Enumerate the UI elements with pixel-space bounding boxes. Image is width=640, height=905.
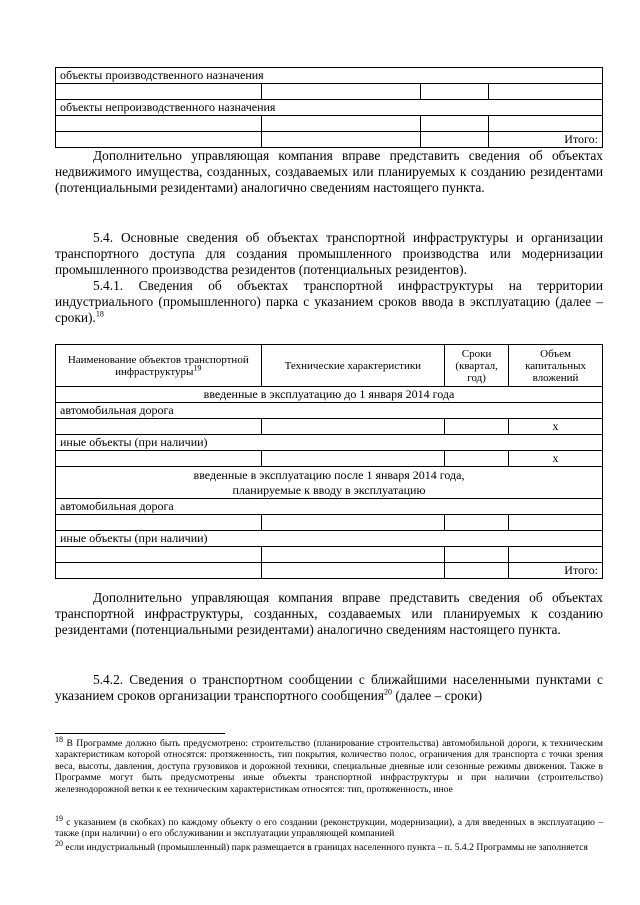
transport-infrastructure-table (55, 344, 603, 579)
header-terms: Сроки (квартал, год) (445, 345, 509, 387)
footnote-20: $^{20}$ если индустриальный (промышленный) парк размещается в границах населенного пункта – п. 5.4.2 Программы не заполняется (55, 838, 588, 853)
section-after-2014: введенные в эксплуатацию после 1 января 2014 года, планируемые к вводу в эксплуатацию (56, 467, 603, 499)
footnote-19: $^{19}$ с указанием (в скобках) по каждому объекту о его создании (реконструкции, модернизации), а для введенных в эксплуатацию – также (при наличии) о его обслуживании и эксплуатации управляющей компанией (55, 813, 603, 840)
paragraph-5-4-1: 5.4.1. Сведения об объектах транспортной инфраструктуры на территории индустриального (промышленного) парка с указанием сроков ввода в эксплуатацию (далее – сроки).$^{18}$ (55, 278, 603, 325)
row-nonproduction-objects: объекты непроизводственного назначения (56, 100, 603, 116)
header-investment: Объем капитальных вложений (509, 345, 603, 387)
footnote-separator (55, 733, 225, 734)
total-label: Итого: (489, 132, 603, 148)
footnote-18: $^{18}$ В Программе должно быть предусмотрено: строительство (планирование строительства) автомобильной дороги, к техническим характеристикам которой относятся: протяженность, тип покрытия, количество полос, ограничения для транспорта с точки зрения веса, высоты, давления, доступа грузовиков и дорожной техники, специальные дневные или сезонные режимы движения. Также в Программе могут быть предусмотрены иные объекты транспортной инфраструктуры и при наличии (строительство) железнодорожной ветки к ее техническим характеристикам относятся: тип, протяженность, иное (55, 734, 603, 795)
cell-x: х (509, 451, 603, 467)
row-production-objects: объекты производственного назначения (56, 68, 603, 84)
total-label: Итого: (509, 563, 603, 579)
paragraph-5-4-2: 5.4.2. Сведения о транспортном сообщении с ближайшими населенными пунктами с указанием сроков организации транспортного сообщения$^{20}$ (далее – сроки) (55, 672, 603, 703)
row-road: автомобильная дорога (56, 499, 603, 515)
header-object-name: Наименование объектов транспортной инфраструктуры$^{19}$ (56, 345, 262, 387)
section-before-2014: введенные в эксплуатацию до 1 января 2014 года (56, 387, 603, 403)
paragraph-additional-transport: Дополнительно управляющая компания вправе представить сведения об объектах транспортной инфраструктуры, созданных, создаваемых или планируемых к созданию резидентами (потенциальными резидентами) аналогично сведениям настоящего пункта. (55, 590, 603, 637)
cell-x: х (509, 419, 603, 435)
paragraph-5-4: 5.4. Основные сведения об объектах транспортной инфраструктуры и организации транспортного доступа для создания промышленного производства или модернизации промышленного производства резидентов (потенциальных резидентов). (55, 230, 603, 277)
paragraph-additional-property: Дополнительно управляющая компания вправе представить сведения об объектах недвижимого имущества, созданных, создаваемых или планируемых к созданию резидентами (потенциальными резидентами) аналогично сведениям настоящего пункта. (55, 148, 603, 195)
row-other-objects: иные объекты (при наличии) (56, 531, 603, 547)
row-other-objects: иные объекты (при наличии) (56, 435, 603, 451)
row-road: автомобильная дорога (56, 403, 603, 419)
header-technical: Технические характеристики (261, 345, 445, 387)
property-table (55, 67, 603, 148)
